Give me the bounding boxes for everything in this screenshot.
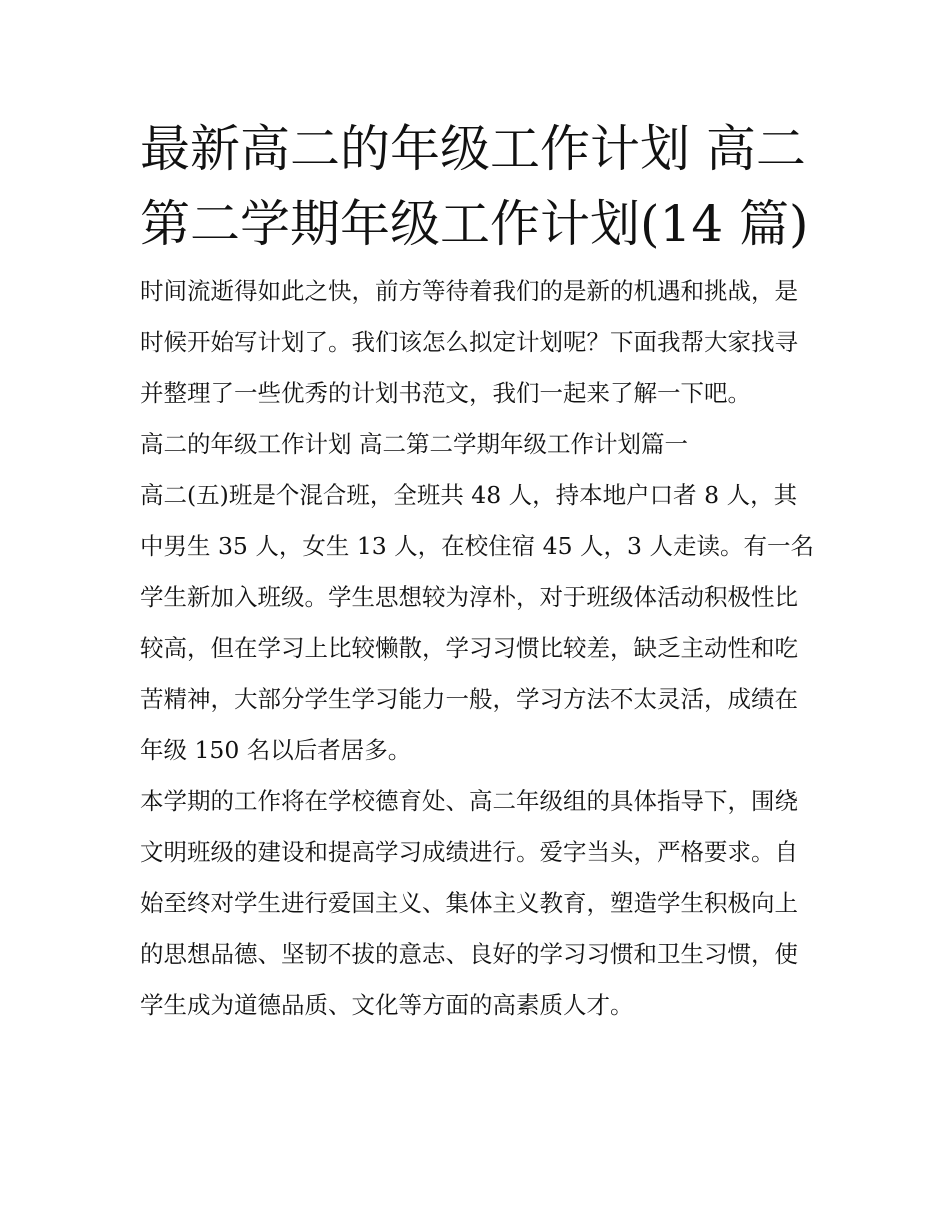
paragraph-class-overview: 高二(五)班是个混合班，全班共 48 人，持本地户口者 8 人，其中男生 35 人，女生 13 人，在校住宿 45 人，3 人走读。有一名学生新加入班级。学生思想较为淳朴，对于班级体活动积极性比较高，但在学习上比较懒散，学习习惯比较差，缺乏主动性和吃苦精神，大部分学生学习能力一般，学习方法不太灵活，成绩在年级 150 名以后者居多。 (140, 481, 814, 764)
title-block (140, 112, 815, 262)
document-title: 最新高二的年级工作计划 高二第二学期年级工作计划(14 篇) (140, 120, 809, 253)
document-body (140, 112, 815, 1031)
paragraph-semester-goals: 本学期的工作将在学校德育处、高二年级组的具体指导下，围绕文明班级的建设和提高学习成绩进行。爱字当头，严格要求。自始至终对学生进行爱国主义、集体主义教育，塑造学生积极向上的思想品德、坚韧不拔的意志、良好的学习习惯和卫生习惯，使学生成为道德品质、文化等方面的高素质人才。 (140, 787, 798, 1019)
paragraph-intro: 时间流逝得如此之快，前方等待着我们的是新的机遇和挑战，是时候开始写计划了。我们该怎么拟定计划呢？下面我帮大家找寻并整理了一些优秀的计划书范文，我们一起来了解一下吧。 (140, 277, 798, 407)
section-heading: 高二的年级工作计划 高二第二学期年级工作计划篇一 (140, 430, 688, 458)
